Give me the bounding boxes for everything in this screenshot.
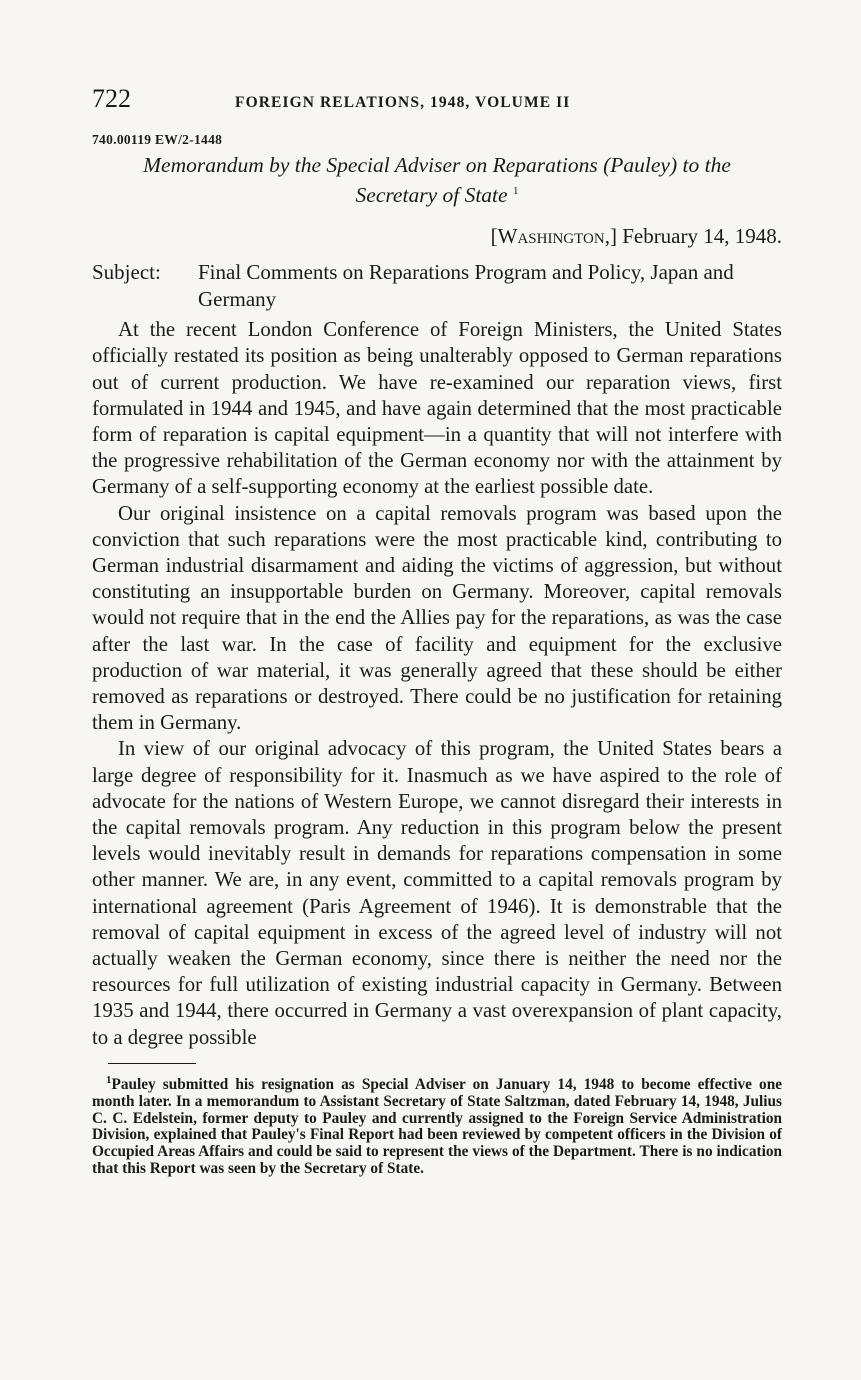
body-paragraph-1: At the recent London Conference of Foreign Ministers, the United States officially restated its position as being unalterably opposed to German reparations out of current production. We have re-examined our reparation views, first formulated in 1944 and 1945, and have again determined that the most practicable form of reparation is capital equipment—in a quantity that will not interfere with the progressive rehabilitation of the German economy nor with the attainment by Germany of a self-supporting economy at the earliest possible date. (92, 318, 782, 499)
page-number: 722 (92, 84, 131, 113)
dateline-date: February 14, 1948. (616, 224, 782, 249)
title-footnote-mark[interactable]: 1 (512, 185, 519, 197)
file-number: 740.00119 EW/2-1448 (92, 132, 223, 147)
running-header (92, 84, 782, 118)
document-page (92, 84, 782, 1178)
document-title (92, 152, 782, 208)
document-title-line1: Memorandum by the Special Adviser on Reparations (Pauley) to the (143, 153, 731, 177)
document-title-line2-text: Secretary of State (355, 183, 508, 208)
subject-line (92, 259, 782, 313)
dateline-place: [Washington,] (490, 224, 617, 249)
footnote-mark: 1 (106, 1073, 112, 1086)
running-title: FOREIGN RELATIONS, 1948, VOLUME II (235, 94, 571, 111)
memorandum-body (92, 317, 782, 1051)
document-title-line2 (92, 178, 782, 208)
subject-label: Subject: (92, 260, 161, 285)
footnote-text: Pauley submitted his resignation as Special Adviser on January 14, 1948 to become effective one month later. In a memorandum to Assistant Secretary of State Saltzman, dated February 14, 1948, Julius C. C. Edelstein, former deputy to Pauley and currently assigned to the Foreign Service Administration Division, explained that Pauley's Final Report had been reviewed by competent officers in the Division of Occupied Areas Affairs and could be said to represent the views of the Department. There is no indication that this Report was seen by the Secretary of State. (92, 1075, 782, 1177)
footnote-divider (108, 1063, 196, 1064)
body-paragraph-3: In view of our original advocacy of this program, the United States bears a large degree of responsibility for it. Inasmuch as we have aspired to the role of advocate for the nations of Western Europe, we cannot disregard their interests in the capital removals program. Any reduction in this program below the present levels would inevitably result in demands for reparations compensation in some other manner. We are, in any event, committed to a capital removals program by international agreement (Paris Agreement of 1946). It is demonstrable that the removal of capital equipment in excess of the agreed level of industry will not actually weaken the German economy, since there is neither the need nor the resources for full utilization of existing industrial capacity in Germany. Between 1935 and 1944, there occurred in Germany a vast overexpansion of plant capacity, to a degree possible (92, 737, 782, 1049)
footnote (92, 1072, 782, 1178)
body-paragraph-2: Our original insistence on a capital removals program was based upon the conviction that such reparations were the most practicable kind, contributing to German industrial disarmament and aiding the victims of aggression, but without constituting an insupportable burden on Germany. Moreover, capital removals would not require that in the end the Allies pay for the reparations, as was the case after the last war. In the case of facility and equipment for the exclusive production of war material, it was generally agreed that these should be either removed as reparations or destroyed. There could be no justification for retaining them in Germany. (92, 501, 782, 735)
subject-text: Final Comments on Reparations Program and Policy, Japan and Germany (198, 260, 734, 312)
dateline (92, 224, 782, 249)
